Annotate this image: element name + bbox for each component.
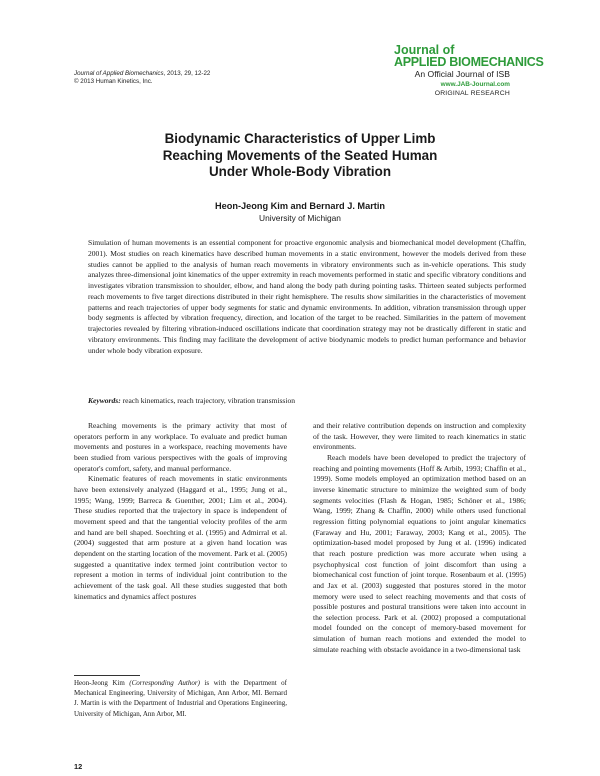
title-line: Under Whole-Body Vibration bbox=[208, 164, 392, 180]
abstract: Simulation of human movements is an essential component for proactive ergonomic analysis and biomechanical model development (Chaffin, 2001). Most studies on reach kinematics have described human movements in a static environment, however the models derived from these studies cannot be applied to the analysis of human reach movements in vibratory environments such as in-vehicle operations. This study analyzes three-dimensional joint kinematics of the upper extremity in reach movements performed in static and specific vibratory conditions and investigates vibration transmission to shoulder, elbow, and hand along the body path during pointing tasks. Thirteen seated subjects performed reach movements to five target directions distributed in their right hemisphere. The results show similarities in the characteristics of movement patterns and reach trajectories of upper body segments for static and dynamic environments. In addition, vibration transmission through upper body segments is affected by vibration frequency, direction, and location of the target to be reached. Similarities in the pattern of movement trajectories revealed by filtering vibration-induced oscillations indicate that coordination strategy may not be drastically different in static and vibratory environments. This finding may facilitate the development of active biodynamic models to predict human performance and behavior under whole body vibration exposure. bbox=[88, 238, 526, 355]
article-title bbox=[80, 131, 520, 181]
footnote-corresponding: (Corresponding Author) bbox=[129, 679, 200, 687]
footnote-author: Heon-Jeong Kim bbox=[74, 679, 130, 687]
keywords-label: Keywords: bbox=[88, 396, 121, 405]
body-paragraph: and their relative contribution depends on instruction and complexity of the task. However, they were limited to reach kinematics in static environments. bbox=[313, 421, 526, 452]
body-left-column bbox=[74, 421, 287, 602]
title-line: Reaching Movements of the Seated Human bbox=[162, 147, 438, 163]
keywords-list: reach kinematics, reach trajectory, vibration transmission bbox=[120, 396, 295, 405]
copyright-notice: © 2013 Human Kinetics, Inc. bbox=[74, 78, 153, 85]
keywords bbox=[88, 396, 526, 406]
authors: Heon-Jeong Kim and Bernard J. Martin bbox=[215, 201, 385, 211]
journal-url: www.JAB-Journal.com bbox=[440, 81, 510, 88]
journal-masthead bbox=[340, 43, 544, 98]
page-number: 12 bbox=[74, 762, 83, 771]
affiliation: University of Michigan bbox=[259, 213, 341, 223]
citation-journal-name: Journal of Applied Biomechanics bbox=[74, 70, 164, 77]
body-paragraph: Reaching movements is the primary activity that most of operators perform in any workplace. To evaluate and predict human movements and postures in a workspace, reaching movements have been studied from various perspectives with the goals of improving operator's comfort, safety, and manual performance. bbox=[74, 421, 287, 473]
journal-logo-line2: APPLIED BIOMECHANICS bbox=[394, 55, 544, 69]
official-journal-text: An Official Journal of ISB bbox=[414, 69, 510, 79]
citation-details: , 2013, 29, 12-22 bbox=[163, 70, 211, 77]
author-footnote bbox=[74, 678, 287, 719]
footnote-divider bbox=[74, 675, 140, 676]
body-right-column bbox=[313, 421, 526, 655]
journal-logo-line1: Journal of bbox=[394, 43, 455, 57]
footnote-text: is with the Department of Mechanical Engineering, University of Michigan, Ann Arbor, MI. Bernard J. Martin is with the Department of Industrial and Operations Engineering, University of Michigan, Ann Arbor, MI. bbox=[74, 679, 287, 718]
title-line: Biodynamic Characteristics of Upper Limb bbox=[164, 131, 436, 146]
journal-citation bbox=[74, 70, 210, 86]
article-section: ORIGINAL RESEARCH bbox=[434, 90, 510, 97]
body-paragraph: Kinematic features of reach movements in static environments have been extensively analyzed (Haggard et al., 1995; Jung et al., 1995; Wang, 1999; Barreca & Guenther, 2001; Lim et al., 2004). These studies reported that the trajectory in space is independent of movement speed and that the tangential velocity profiles of the arm and hand are bell shaped. Soechting et al. (1995) and Admirral et al. (2004) suggested that arm posture at a given hand location was dependent on the starting location of the movement. Park et al. (2005) suggested a quantitative index termed joint contribution vector to represent a motion in terms of individual joint contribution to the achievement of the task goal. All these studies suggested that both kinematics and dynamics affect postures bbox=[74, 474, 287, 601]
body-paragraph: Reach models have been developed to predict the trajectory of reaching and pointing movements (Hoff & Arbib, 1993; Chaffin et al., 1999). Some models employed an optimization method based on an inverse kinematic structure to minimize the weighted sum of body segments velocities (Flash & Hogan, 1985; Schöner et al., 1986; Wang, 1999; Zhang & Chaffin, 2000) while others used functional regression fitting polynomial equations to joint angular kinematics (Faraway and Hu, 2001; Faraway, 2003; Kang et al., 2005). The optimization-based model proposed by Jung et al. (1996) indicated that reach posture prediction was more accurate when using a psychophysical cost function of joint discomfort than using a biomechanical cost function of joint torque. Rosenbaum et al. (1995) and Jax et al. (2003) suggested that postures stored in the motor memory were used to select reaching movements and that costs of possible postures and postural transitions were taken into account in the selection process. Park et al. (2002) proposed a computational model founded on the concept of memory-based movement for simulation of human reach motions and extended the model to simulate reaching with obstacle avoidance in a two-dimensional task bbox=[313, 452, 526, 654]
